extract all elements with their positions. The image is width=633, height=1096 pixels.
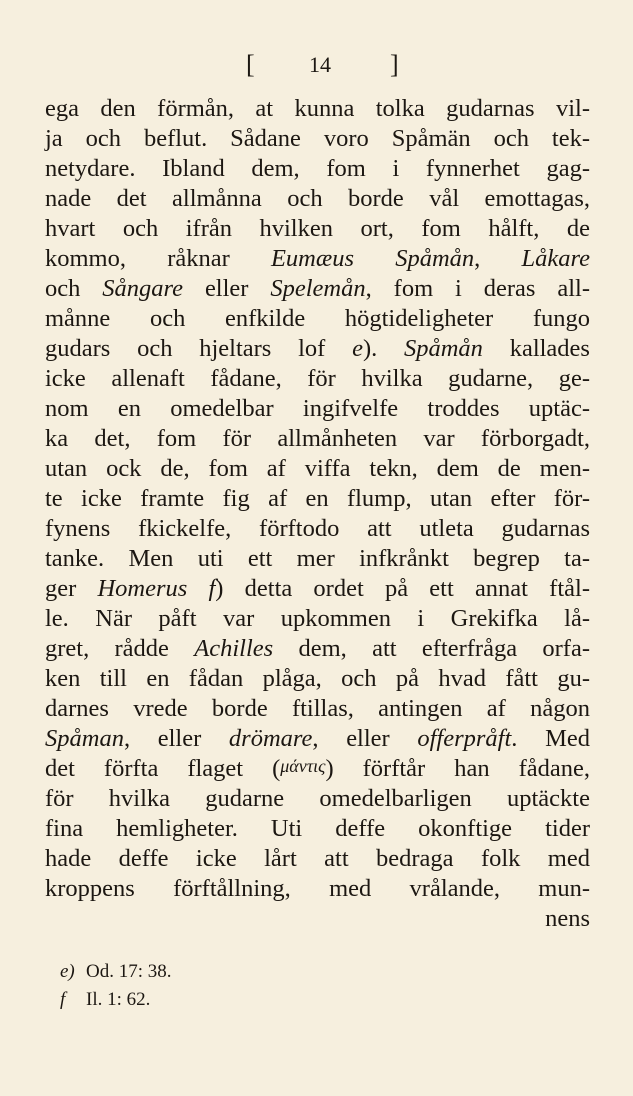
text-line xyxy=(45,484,590,514)
text-line xyxy=(45,544,590,574)
footnote-text: Il. 1: 62. xyxy=(86,989,151,1010)
italic-text: Sångare xyxy=(102,275,184,302)
text-segment: fina hemligheter. Uti deffe okonftige tider xyxy=(45,815,590,842)
text-segment: för hvilka gudarne omedelbarligen uptäckte xyxy=(45,785,590,812)
text-line xyxy=(45,874,590,904)
text-segment: ) förftår han fådane, xyxy=(325,755,590,782)
text-line xyxy=(45,814,590,844)
text-line xyxy=(45,244,590,274)
footnote-marker: f xyxy=(60,989,66,1010)
text-segment: , fom i deras all- xyxy=(365,275,590,302)
text-segment: ka det, fom för allmånheten var förborgadt, xyxy=(45,425,590,452)
text-line xyxy=(45,904,590,934)
header-bracket-right: ] xyxy=(390,50,399,79)
italic-text: drömare xyxy=(228,725,313,752)
text-line xyxy=(45,844,590,874)
text-segment: , eller xyxy=(312,725,418,752)
text-line xyxy=(45,364,590,394)
footnotes xyxy=(60,958,360,1014)
text-segment: hvart och ifrån hvilken ort, fom hålft, de xyxy=(45,215,590,242)
text-line xyxy=(45,394,590,424)
text-line xyxy=(45,754,590,784)
text-segment: dem, att efterfråga orfa- xyxy=(273,635,590,662)
footnote-text: Od. 17: 38. xyxy=(86,961,172,982)
footnote xyxy=(60,958,360,986)
text-line xyxy=(45,184,590,214)
footnote xyxy=(60,986,360,1014)
text-segment: ger xyxy=(45,575,98,602)
text-line xyxy=(45,604,590,634)
greek-text: μάντις xyxy=(280,756,326,776)
text-segment: kommo, råknar xyxy=(45,245,271,272)
text-segment: icke allenaft fådane, för hvilka gudarne, ge- xyxy=(45,365,590,392)
text-line xyxy=(45,664,590,694)
text-segment: , eller xyxy=(123,725,229,752)
text-line xyxy=(45,274,590,304)
header-bracket-left: [ xyxy=(246,50,255,79)
text-segment: eller xyxy=(183,275,271,302)
text-line xyxy=(45,334,590,364)
text-line xyxy=(45,574,590,604)
text-segment: . Med xyxy=(511,725,590,752)
text-segment: le. När påft var upkommen i Grekifka lå- xyxy=(45,605,590,632)
text-segment: te icke framte fig af en flump, utan efter för- xyxy=(45,485,590,512)
text-segment: kroppens förftållning, med vrålande, mun- xyxy=(45,875,590,902)
italic-text: Låkare xyxy=(521,245,590,272)
italic-text: offerpråft xyxy=(417,725,512,752)
text-segment: nom en omedelbar ingifvelfe troddes uptäc- xyxy=(45,395,590,422)
text-line xyxy=(45,694,590,724)
text-line xyxy=(45,514,590,544)
text-line xyxy=(45,94,590,124)
text-segment: ). xyxy=(362,335,404,362)
text-line xyxy=(45,454,590,484)
page-header xyxy=(0,50,633,86)
text-line xyxy=(45,124,590,154)
italic-text: e xyxy=(352,335,363,362)
body-text xyxy=(45,94,590,934)
text-line xyxy=(45,154,590,184)
text-segment: utan ock de, fom af viffa tekn, dem de men- xyxy=(45,455,590,482)
text-segment: hade deffe icke lårt att bedraga folk med xyxy=(45,845,590,872)
footnote-marker: e) xyxy=(60,961,75,982)
text-segment: gret, rådde xyxy=(45,635,195,662)
text-segment: månne och enfkilde högtideligheter fungo xyxy=(45,305,590,332)
italic-text: Spåmån xyxy=(403,335,483,362)
text-line xyxy=(45,424,590,454)
text-line xyxy=(45,304,590,334)
text-segment: gudars och hjeltars lof xyxy=(45,335,353,362)
text-segment: darnes vrede borde ftillas, antingen af någon xyxy=(45,695,590,722)
text-line xyxy=(45,784,590,814)
page-number: 14 xyxy=(309,52,331,77)
text-segment: nade det allmånna och borde vål emottagas, xyxy=(45,185,590,212)
text-segment: fynens fkickelfe, förftodo att utleta gudarnas xyxy=(45,515,590,542)
italic-text: Homerus f xyxy=(97,575,216,602)
italic-text: Achilles xyxy=(194,635,274,662)
text-segment: det förfta flaget ( xyxy=(45,755,281,782)
text-line xyxy=(45,214,590,244)
text-segment: ken till en fådan plåga, och på hvad fått gu- xyxy=(45,665,590,692)
text-segment: och xyxy=(45,275,103,302)
italic-text: Spelemån xyxy=(270,275,366,302)
italic-text: Eumæus Spåmån xyxy=(270,245,475,272)
text-segment: ja och beflut. Sådane voro Spåmän och tek- xyxy=(45,125,590,152)
text-segment: kallades xyxy=(482,335,590,362)
text-segment: tanke. Men uti ett mer infkrånkt begrep ta- xyxy=(45,545,590,572)
text-line xyxy=(45,634,590,664)
italic-text: Spåman xyxy=(45,725,124,752)
text-segment: nens xyxy=(545,905,590,932)
text-segment: ) detta ordet på ett annat ftål- xyxy=(215,575,590,602)
text-segment: , xyxy=(474,245,522,272)
text-line xyxy=(45,724,590,754)
text-segment: ega den förmån, at kunna tolka gudarnas vil- xyxy=(45,95,590,122)
text-segment: netydare. Ibland dem, fom i fynnerhet gag- xyxy=(45,155,590,182)
